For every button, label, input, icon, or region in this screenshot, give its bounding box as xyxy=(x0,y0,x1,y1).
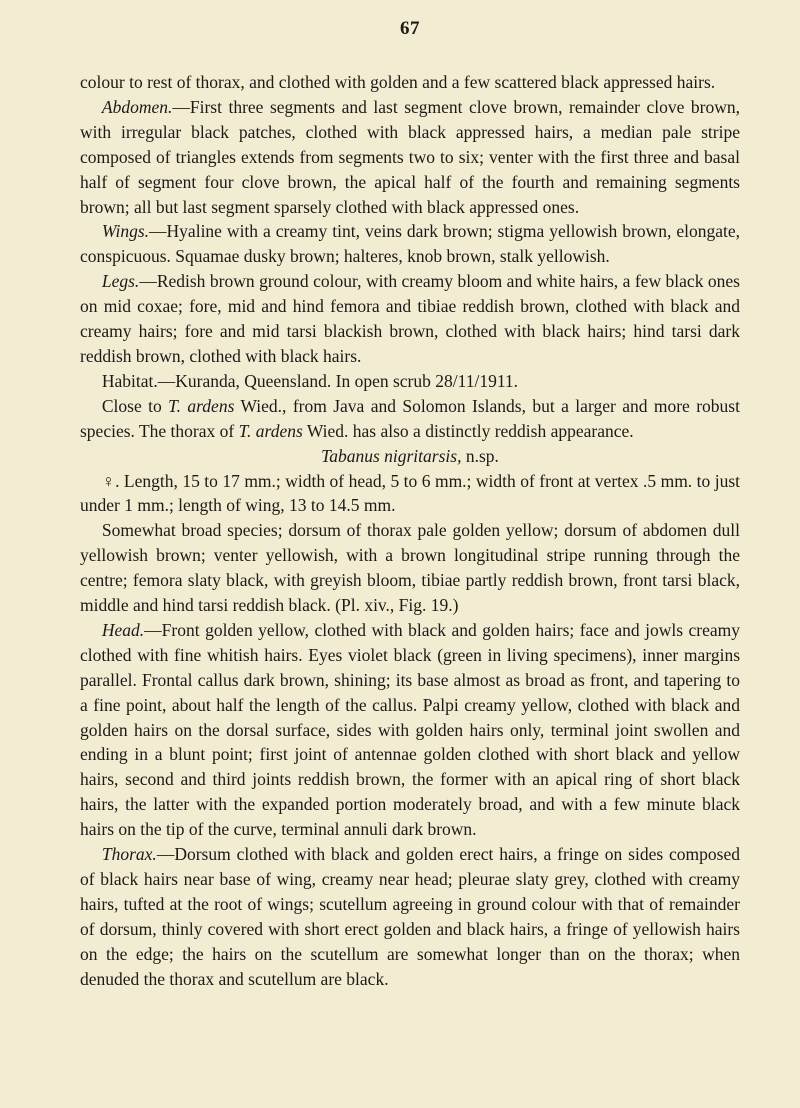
paragraph-text: —First three segments and last segment clove brown, remainder clove brown, with irregular black patches, clothed with black appressed hairs, a median pale stripe composed of triangles extends from segments two to six; venter with the first three and basal half of segment four clove brown, the apical half of the fourth and remaining segments brown; all but last segment sparsely clothed with black appressed ones. xyxy=(80,96,740,217)
section-label-head: Head. xyxy=(101,619,145,640)
paragraph-abdomen xyxy=(80,95,740,220)
paragraph-description xyxy=(80,518,740,618)
species-name-ardens: T. ardens xyxy=(238,420,303,441)
paragraph-comparison xyxy=(80,394,740,444)
section-label-thorax: Thorax. xyxy=(101,844,157,865)
paragraph-text: Wied., from Java and Solomon Islands, but a larger and more robust species. The thorax of xyxy=(80,395,740,441)
species-name-nigritarsis: Tabanus nigritarsis, xyxy=(321,445,462,466)
paragraph-thorax-continued xyxy=(80,70,740,95)
paragraph-text: —Hyaline with a creamy tint, veins dark brown; stigma yellowish brown, elongate, conspicuous. Squamae dusky brown; halteres, knob brown, stalk yellowish. xyxy=(80,221,740,267)
paragraph-text: Wied. has also a distinctly reddish appearance. xyxy=(302,420,634,441)
section-label-legs: Legs. xyxy=(101,271,140,292)
paragraph-text: —Dorsum clothed with black and golden erect hairs, a fringe on sides composed of black hairs near base of wing, creamy near head; pleurae slaty grey, clothed with creamy hairs, tufted at the root of wings; scutellum agreeing in ground colour with that of remainder of dorsum, thinly covered with short erect golden and black hairs, a fringe of yellowish hairs on the edge; the hairs on the scutellum are somewhat longer than on the thorax; when denuded the thorax and scutellum are black. xyxy=(80,844,740,989)
paragraph-text: —Front golden yellow, clothed with black and golden hairs; face and jowls creamy clothed with fine whitish hairs. Eyes violet black (green in living specimens), inner margins parallel. Frontal callus dark brown, shining; its base almost as broad as front, and tapering to a fine point, about half the length of the callus. Palpi creamy yellow, clothed with black and golden hairs on the dorsal surface, sides with golden hairs only, terminal joint swollen and ending in a blunt point; first joint of antennae golden clothed with short black and yellow hairs, second and third joints reddish brown, the former with an apical ring of short black hairs, the latter with the expanded portion moderately broad, and with a few minute black hairs on the tip of the curve, terminal annuli dark brown. xyxy=(80,619,740,840)
species-heading xyxy=(80,444,740,469)
page-number: 67 xyxy=(400,18,420,39)
document-page xyxy=(80,18,740,992)
paragraph-text: Somewhat broad species; dorsum of thorax pale golden yellow; dorsum of abdomen dull yellowish brown; venter yellowish, with a brown longitudinal stripe running through the centre; femora slaty black, with greyish bloom, tibiae partly reddish brown, front tarsi black, middle and hind tarsi reddish black. (Pl. xiv., Fig. 19.) xyxy=(80,520,740,616)
paragraph-wings xyxy=(80,219,740,269)
paragraph-text: colour to rest of thorax, and clothed with golden and a few scattered black appressed hairs. xyxy=(80,72,716,92)
species-status: n.sp. xyxy=(461,445,499,466)
section-label-abdomen: Abdomen. xyxy=(101,96,173,117)
paragraph-measurements xyxy=(80,469,740,519)
paragraph-head xyxy=(80,618,740,842)
paragraph-legs xyxy=(80,269,740,369)
section-label-wings: Wings. xyxy=(101,221,150,242)
paragraph-text: ♀. Length, 15 to 17 mm.; width of head, 5 to 6 mm.; width of front at vertex .5 mm. to just under 1 mm.; length of wing, 13 to 14.5 mm. xyxy=(80,470,740,516)
paragraph-thorax xyxy=(80,842,740,991)
paragraph-text: Close to xyxy=(101,395,169,416)
species-name-ardens: T. ardens xyxy=(168,395,235,416)
paragraph-text: Habitat.—Kuranda, Queensland. In open scrub 28/11/1911. xyxy=(101,370,519,391)
paragraph-text: —Redish brown ground colour, with creamy bloom and white hairs, a few black ones on mid coxae; fore, mid and hind femora and tibiae reddish brown, clothed with black and creamy hairs; fore and mid tarsi blackish brown, clothed with black hairs; hind tarsi dark reddish brown, clothed with black hairs. xyxy=(80,271,740,366)
paragraph-habitat xyxy=(80,369,740,394)
